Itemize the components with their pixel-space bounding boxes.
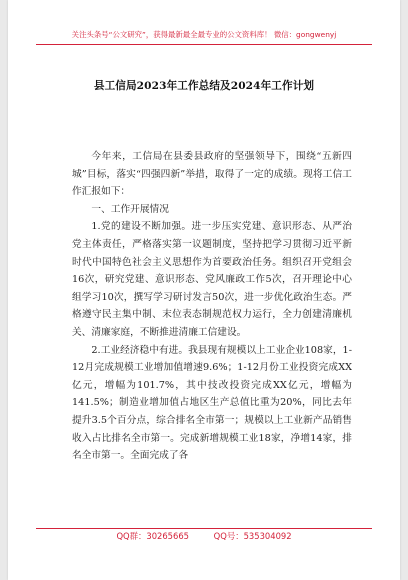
body-paragraph-2: 2.工业经济稳中有进。我县现有规模以上工业企业108家，1-12月完成规模工业增加值增速9.6%；1-12月份工业投资完成XX亿元，增幅为101.7%，其中技改投资完成XX亿元，增幅为141.5%；制造业增加值占地区生产总值比重为20%，同比去年提升3.5个百分点，综合排名全市第一；规模以上工业新产品销售收入占比排名全市第一。完成新增规模工业18家，净增14家，排名全市第一。全面完成了各 xyxy=(72,344,352,462)
section-heading: 一、工作开展情况 xyxy=(91,203,169,215)
footer-contact xyxy=(8,531,400,542)
header-promo-text: 关注头条号“公文研究”，获得最新最全最专业的公文资料库！ 微信：gongwenyj xyxy=(71,30,337,39)
footer-divider xyxy=(36,528,372,529)
intro-paragraph: 今年来，工信局在县委县政府的坚强领导下，围绕“五新四城”目标，落实“四强四新”举措，取得了一定的成绩。现将工信工作汇报如下： xyxy=(72,151,352,198)
document-title: 县工信局2023年工作总结及2024年工作计划 xyxy=(93,80,315,92)
footer-qq-number: QQ号：535304092 xyxy=(213,531,292,541)
header-divider xyxy=(36,44,372,45)
body-paragraph-1: 1.党的建设不断加强。进一步压实党建、意识形态、从严治党主体责任，严格落实第一议题制度，坚持把学习贯彻习近平新时代中国特色社会主义思想作为首要政治任务。组织召开党组会16次，研究党建、意识形态、党风廉政工作5次，召开理论中心组学习10次，撰写学习研讨发言50次，进一步优化政治生态。严格遵守民主集中制、末位表态制规范权力运行，全力创建清廉机关、清廉家庭，不断推进清廉工信建设。 xyxy=(72,221,352,338)
footer-qq-group: QQ群：30265665 xyxy=(116,531,189,541)
document-body xyxy=(72,148,352,465)
document-page xyxy=(8,0,400,580)
